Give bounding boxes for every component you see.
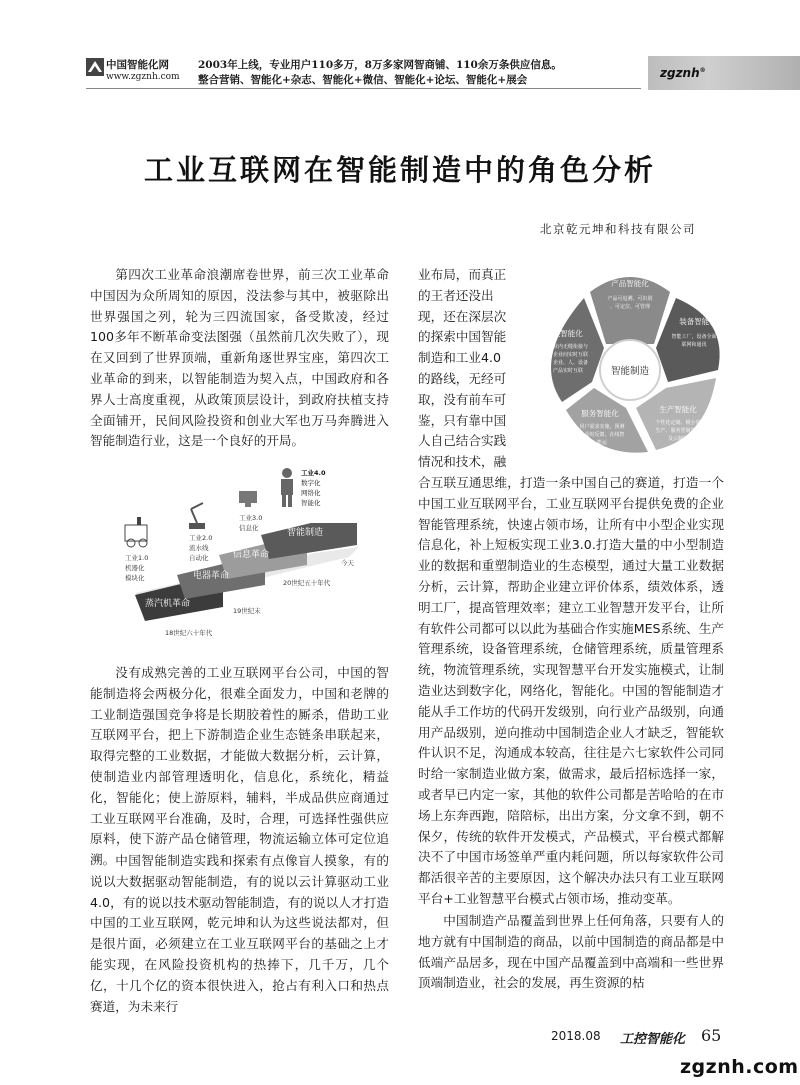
petal-text: 生产、服务型制造以 (655, 428, 701, 434)
petal-equipment (656, 298, 720, 382)
step-label: 信息革命 (233, 550, 270, 560)
smart-manufacturing-pentagon-figure (530, 262, 730, 472)
badge-label: zgznh® (660, 66, 706, 80)
petal-text: 联网和通讯 (681, 342, 707, 348)
petal-text: 及云制造 (667, 436, 689, 442)
era-label: 19世纪末 (233, 607, 261, 615)
stage-label: 信息化 (239, 524, 259, 532)
petal-text: 用户需求实施、预测 (579, 424, 625, 430)
step-label: 蒸汽机革命 (145, 599, 191, 609)
paragraph: 业布局，而真正的王者还没出现，还在深层次的探索中国智能制造和工业4.0的路线，无经可取，没有前车可鉴，只有靠中国人自己结合实践情况和技术，融 (418, 267, 507, 470)
stage-label: 工业3.0 (239, 514, 263, 522)
stage-label: 模块化 (125, 574, 145, 582)
era-label: 18世纪六十年代 (165, 629, 213, 637)
petal-text: 智能工厂，设备全面 (671, 334, 717, 340)
issue-date: 2018.08 (551, 1029, 601, 1043)
header-divider (86, 88, 641, 89)
petal-title: 管理智能化 (545, 329, 583, 338)
page-number: 65 (701, 1026, 722, 1045)
stage-label: 自动化 (189, 554, 209, 562)
step-label: 智能制造 (287, 528, 324, 538)
magazine-name: 工控智能化 (620, 1032, 686, 1047)
robot-arm-icon (189, 503, 205, 529)
petal-text: 能运 (596, 440, 608, 446)
steam-engine-icon (125, 517, 147, 547)
site-name: 中国智能化网 (106, 59, 169, 71)
robot-icon (281, 468, 293, 507)
paragraph: 合互联互通思维，打造一条中国自己的赛道，打造一个中国工业互联网平台，工业互联网平台提供免费的企业智能管理系统，快速占领市场，让所有中小型企业实现信息化，补上短板实现工业3.0.打造大量的中小型制造业的数据和重塑制造业的生态模型，通过大量工业数据分析，云计算，帮助企业建立评价体系，绩效体系，透明工厂，提高管理效率；建立工业智慧开发平台，让所有软件公司都可以以此为基础合作实施MES系统、生产管理系统，设备管理系统，仓储管理系统，质量管理系统，物流管理系统，实现智慧平台开发实施模式，让制造业达到数字化，网络化，智能化。中国的智能制造才能从手工作坊的代码开发级别，向行业产品级别，向通用产品级别，逆向推动中国制造企业人才缺乏，智能软件认识不足，沟通成本较高，往往是六七家软件公司同时给一家制造业做方案，做需求，最后招标选择一家，或者早已内定一家，其他的软件公司都是苦哈哈的在市场上东奔西跑，陪陪标，出出方案，分文拿不到，朝不保夕，传统的软件开发模式，产品模式，平台模式都解决不了中国市场签单严重内耗问题，所以每家软件公司都活很辛苦的主要原因，这个解决办法只有工业互联网平台+工业智慧平台模式占领市场，推动变革。 (418, 475, 724, 906)
era-label: 20世纪五十年代 (283, 579, 331, 587)
site-logo-icon (86, 58, 104, 76)
stage-label: 工业1.0 (125, 554, 149, 562)
petal-text: 、企业间实时互联 (547, 352, 589, 358)
petal-text: 个性化定制、极小量 (655, 420, 701, 426)
header-badge (648, 56, 800, 90)
article-author: 北京乾元坤和科技有限公司 (540, 222, 696, 236)
header-services: 整合营销、智能化+杂志、智能化+微信、智能化+论坛、智能化+展会 (198, 74, 528, 86)
paragraph: 第四次工业革命浪潮席卷世界，前三次工业革命中国因为众所周知的原因，没法参与其中，被驱除出世界强国之列，轮为三四流国家，备受欺凌，经过100多年不断革命变法图强（虽然前几次失败了），现在又回到了世界顶端，重新角逐世界宝座，第四次工业革命的到来，以智能制造为契入点，中国政府和各界人士高度重视，从政策顶层设计，到政府扶植支持全面铺开，民间风险投资和创业大军也万马奔腾进入智能制造行业，这是一个良好的开局。 (90, 267, 389, 449)
paragraph: 中国智能制造实践和探索有点像盲人摸象，有的说以大数据驱动智能制造，有的说以云计算驱动工业4.0，有的说以技术驱动智能制造，有的说以人才打造中国的工业互联网，乾元坤和认为这些说法都对，但是很片面，必须建立在工业互联网平台的基础之上才能实现，在风险投资机构的热捧下，几千万，几个亿，十几个亿的资本很快进入，抢占有利入口和热点赛道，为未来行 (90, 853, 389, 1014)
stage-label: 工业2.0 (189, 534, 213, 542)
article-title: 工业互联网在智能制造中的角色分析 (143, 153, 656, 187)
badge-text: zgznh (660, 66, 700, 80)
paragraph: 没有成熟完善的工业互联网平台公司，中国的智能制造将会两极分化，很难全面发力，中国和老牌的工业制造强国竞争将是长期胶着性的厮杀，借助工业互联网平台，把上下游制造企业生态链条串联起来，取得完整的工业数据，才能做大数据分析，云计算，使制造业内部管理透明化，信息化，系统化，精益化，智能化；使上游原料，辅料，半成品供应商通过工业互联网平台准确，及时，合理，可选择性强供应原料，使下游产品仓储管理，物流运输立体可定位追溯。 (90, 665, 389, 868)
petal-title: 服务智能化 (581, 409, 619, 418)
petal-title: 生产智能化 (659, 405, 697, 414)
site-watermark: zgznh.com (680, 1056, 799, 1078)
petal-text: 产品实时互联 (552, 368, 584, 374)
paragraph: 中国制造产品覆盖到世界上任何角落，只要有人的地方就有中国制造的商品，以前中国制造的商品都是中低端产品居多，现在中国产品覆盖到中高端和一些世界顶端制造业，社会的发展，再生资源的枯 (418, 913, 724, 991)
stage-label: 机器化 (125, 564, 145, 572)
era-label: 今天 (341, 559, 354, 567)
stage-label: 智能化 (301, 499, 321, 507)
petal-text: 、及时反馈、在线智 (579, 432, 625, 438)
petal-text: 产品可追溯、可识别 (607, 296, 653, 302)
stage-label: 网络化 (301, 489, 321, 497)
petal-text: 、可定位、可管理 (609, 304, 651, 310)
stage-label: 工业4.0 (301, 469, 326, 477)
petal-product (590, 277, 670, 344)
petal-text: 、企业、人、设备 (547, 360, 589, 366)
site-url: www.zgznh.com (106, 72, 180, 82)
petal-title: 产品智能化 (611, 279, 649, 288)
center-label: 智能制造 (610, 366, 650, 377)
petal-text: 企业内无缝衔接与 (547, 344, 589, 350)
petal-management (545, 298, 604, 402)
step-label: 电器革命 (193, 571, 230, 581)
stage-label: 数字化 (301, 479, 321, 487)
computer-icon (239, 491, 257, 507)
petal-title: 装备智能化 (679, 317, 717, 326)
industrial-revolution-stairs-figure (115, 465, 377, 645)
stage-label: 流水线 (189, 544, 209, 552)
header-tagline: 2003年上线，专业用户110多万，8万多家网智商铺、110余万条供应信息。 (198, 59, 562, 71)
